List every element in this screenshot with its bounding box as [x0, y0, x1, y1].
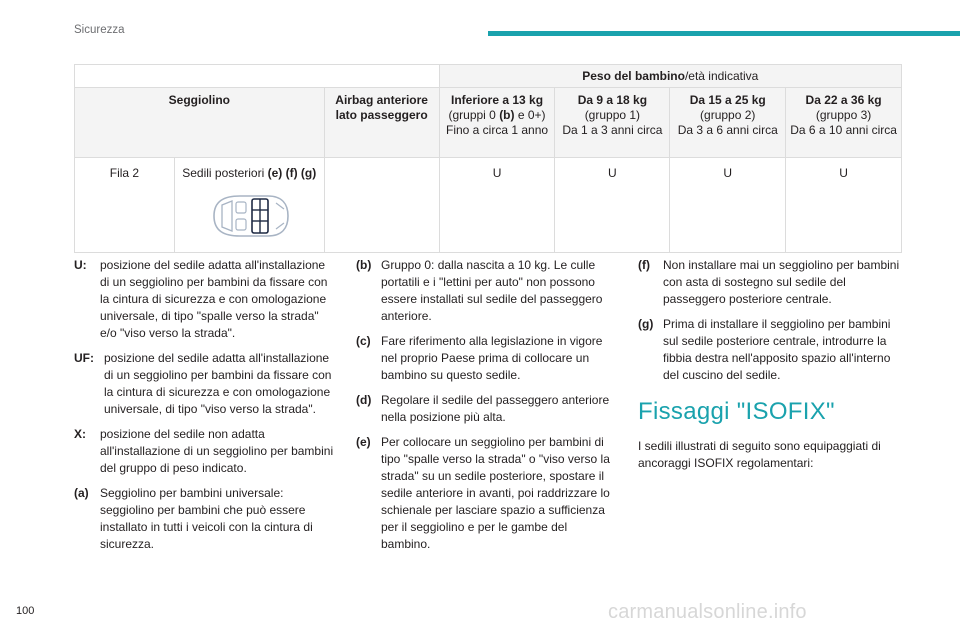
- watermark: carmanualsonline.info: [608, 601, 807, 623]
- note-item: (b) Gruppo 0: dalla nascita a 10 kg. Le culle portatili e i "lettini per auto" non possono essere installati sul sedile del passeggero anteriore.: [356, 258, 603, 323]
- note-item: (a) Seggiolino per bambini universale: seggiolino per bambini che può essere installato in tutti i veicoli con la cintura di sicurezza.: [74, 486, 313, 551]
- row-label: Fila 2: [75, 158, 175, 253]
- note-item: X: posizione del sedile non adatta all'installazione di un seggiolino per bambini del gruppo di peso indicato.: [74, 427, 334, 475]
- note-item: (c) Fare riferimento alla legislazione in vigore nel proprio Paese prima di collocare un bambino su questo sedile.: [356, 334, 603, 382]
- row-airbag: [324, 158, 439, 253]
- row-value-3: U: [786, 158, 902, 253]
- notes-right: [638, 257, 900, 392]
- isofix-heading: Fissaggi "ISOFIX": [638, 398, 835, 425]
- col-header-weight-2: Da 15 a 25 kg (gruppo 2) Da 3 a 6 anni circa: [670, 88, 786, 158]
- notes-left: [74, 257, 336, 561]
- note-item: UF: posizione del sedile adatta all'installazione di un seggiolino per bambini da fissare con la cintura di sicurezza e con omologazione universale, di tipo "viso verso la strada".: [74, 351, 332, 416]
- col-header-seat: Seggiolino: [75, 88, 325, 158]
- row-value-1: U: [555, 158, 670, 253]
- section-label: Sicurezza: [74, 24, 125, 36]
- col-header-weight-1: Da 9 a 18 kg (gruppo 1) Da 1 a 3 anni circa: [555, 88, 670, 158]
- rear-seats-car-icon: [206, 191, 292, 241]
- note-item: (d) Regolare il sedile del passeggero anteriore nella posizione più alta.: [356, 393, 610, 424]
- isofix-text: I sedili illustrati di seguito sono equipaggiati di ancoraggi ISOFIX regolamentari:: [638, 439, 881, 470]
- child-seat-table: [74, 64, 902, 253]
- row-value-2: U: [670, 158, 786, 253]
- weight-group-header: Peso del bambino/età indicativa: [439, 65, 901, 88]
- row-value-0: U: [439, 158, 555, 253]
- page-number: 100: [16, 605, 35, 617]
- row-seat: Sedili posteriori (e) (f) (g): [174, 158, 324, 253]
- note-item: (e) Per collocare un seggiolino per bambini di tipo "spalle verso la strada" o "viso verso la strada" su un sedile posteriore, spostare il sedile anteriore in avanti, poi raddrizzare lo schienale per lasciare spazio a sufficienza per il seggiolino e per le gambe del bambino.: [356, 435, 610, 551]
- header-accent-bar: [488, 31, 960, 36]
- col-header-weight-3: Da 22 a 36 kg (gruppo 3) Da 6 a 10 anni circa: [786, 88, 902, 158]
- col-header-airbag: Airbag anteriore lato passeggero: [324, 88, 439, 158]
- note-item: (f) Non installare mai un seggiolino per bambini con asta di sostegno sul sedile del passeggero posteriore centrale.: [638, 258, 900, 306]
- note-item: U: posizione del sedile adatta all'installazione di un seggiolino per bambini da fissare con la cintura di sicurezza e con omologazione universale, di tipo "spalle verso la strada" e/o "viso verso la strada".: [74, 258, 328, 340]
- note-item: (g) Prima di installare il seggiolino per bambini sul sedile posteriore centrale, introdurre la fibbia destra nell'apposito spazio all'interno del cuscino del sedile.: [638, 317, 891, 382]
- notes-middle: [356, 257, 618, 561]
- col-header-weight-0: Inferiore a 13 kg (gruppi 0 (b) e 0+) Fino a circa 1 anno: [439, 88, 555, 158]
- table-row: [75, 158, 902, 253]
